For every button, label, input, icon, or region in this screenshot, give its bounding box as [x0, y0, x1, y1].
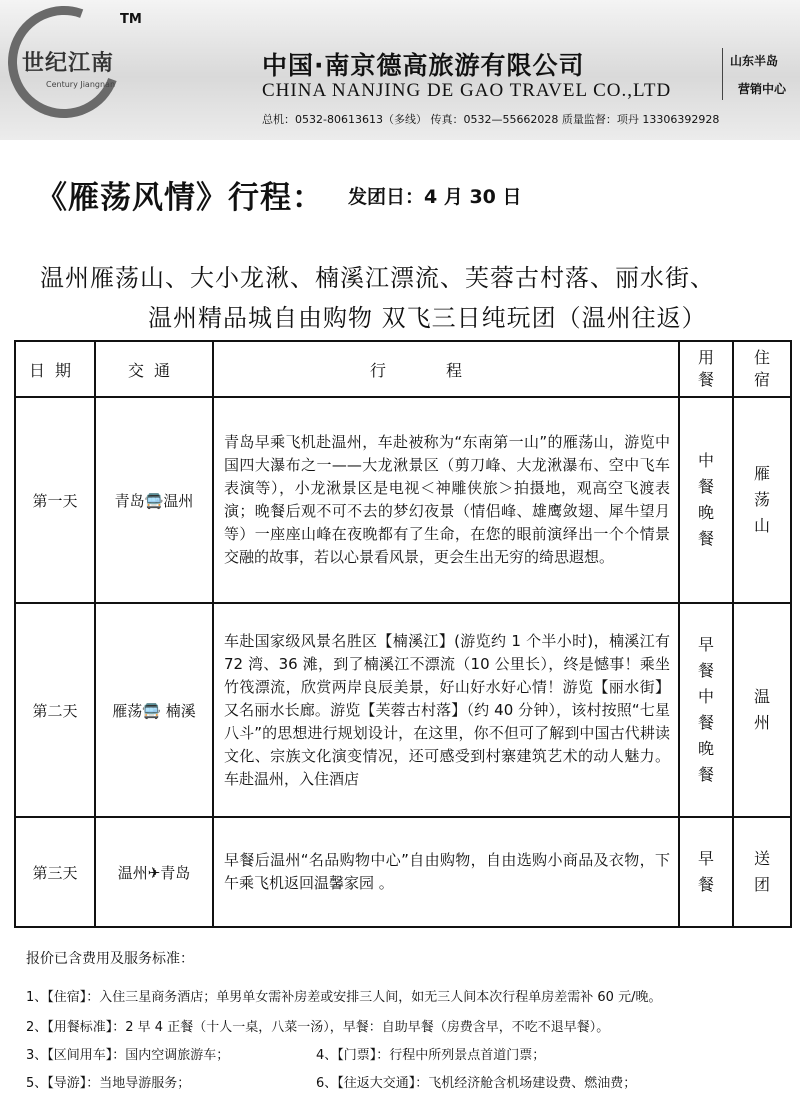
day-cell: 第一天: [15, 397, 95, 603]
term-item: 4、【门票】：行程中所列景点首道门票；: [316, 1048, 546, 1063]
trip-subtitle-line-2: 温州精品城自由购物 双飞三日纯玩团（温州往返）: [148, 304, 707, 332]
header-stay-text: 住宿: [753, 348, 770, 389]
stay-cell: [733, 817, 791, 927]
company-logo: [8, 6, 126, 124]
itinerary-table: [14, 340, 792, 928]
transport-cell: 雁荡🚍 楠溪: [95, 603, 213, 817]
terms-title: 报价已含费用及服务标准：: [26, 951, 194, 967]
stay-text: 雁荡山: [753, 464, 770, 535]
term-item: 5、【导游】：当地导游服务；: [26, 1076, 191, 1091]
stay-cell: [733, 603, 791, 817]
route-cell: 青岛早乘飞机赴温州，车赴被称为“东南第一山”的雁荡山，游览中国四大瀑布之一——大龙湫景区（剪刀峰、大龙湫瀑布、空中飞车表演等），小龙湫景区是电视＜神雕侠旅＞拍摄地，观高空飞渡表演；晚餐后观不可不去的梦幻夜景（情侣峰、雄鹰敛翅、犀牛望月等）一座座山峰在夜晚都有了生命，在您的眼前演绎出一个个情景交融的故事，若以心景看风景，更会生出无穷的绮思遐想。: [213, 397, 679, 603]
trademark-mark: TM: [120, 12, 142, 27]
transport-cell: 青岛🚍温州: [95, 397, 213, 603]
meal-text: 早餐中餐晚餐: [697, 635, 714, 784]
route-cell: 早餐后温州“名品购物中心”自由购物，自由选购小商品及衣物，下午乘飞机返回温馨家园 。: [213, 817, 679, 927]
day-cell: 第二天: [15, 603, 95, 817]
company-name-en: CHINA NANJING DE GAO TRAVEL CO.,LTD: [262, 80, 672, 101]
stay-text: 温州: [753, 687, 770, 732]
meal-cell: [679, 397, 733, 603]
logo-text: 世纪江南: [22, 50, 115, 76]
meal-text: 中餐晚餐: [697, 451, 714, 548]
term-item: 6、【往返大交通】：飞机经济舱含机场建设费、燃油费；: [316, 1076, 637, 1091]
header-divider: [722, 48, 723, 100]
table-header-row: [15, 341, 791, 397]
meal-cell: [679, 817, 733, 927]
header-meal: [679, 341, 733, 397]
departure-date: 发团日：4 月 30 日: [348, 186, 522, 208]
trip-subtitle-line-1: 温州雁荡山、大小龙湫、楠溪江漂流、芙蓉古村落、丽水街、: [40, 264, 715, 292]
route-cell: 车赴国家级风景名胜区【楠溪江】(游览约 1 个半小时)，楠溪江有 72 湾、36 滩，到了楠溪江不漂流（10 公里长），终是憾事！乘坐竹筏漂流，欣赏两岸良辰美景，好山好水好心情！游览【丽水街】又名丽水长廊。游览【芙蓉古村落】（约 40 分钟），该村按照“七星八斗”的思想进行规划设计，在这里，你不但可了解到中国古代耕读文化、宗族文化演变情况，还可感受到村寨建筑艺术的动人魅力。车赴温州，入住酒店: [213, 603, 679, 817]
region-label: 山东半岛: [730, 54, 779, 68]
header-route: 行程: [213, 341, 679, 397]
header-stay: [733, 341, 791, 397]
stay-text: 送团: [753, 849, 770, 894]
trip-title: 《雁荡风情》行程：: [36, 180, 324, 216]
letterhead: [0, 0, 800, 140]
meal-cell: [679, 603, 733, 817]
company-name-cn: 中国·南京德高旅游有限公司: [262, 51, 585, 80]
department-label: 营销中心: [738, 82, 787, 96]
term-item: 2、【用餐标准】：2 早 4 正餐（十人一桌，八菜一汤），早餐：自助早餐（房费含早，不吃不退早餐）。: [26, 1020, 610, 1035]
header-meal-text: 用餐: [697, 348, 714, 389]
term-item: 1、【住宿】：入住三星商务酒店；单男单女需补房差或安排三人间，如无三人间本次行程单房差需补 60 元/晚。: [26, 990, 662, 1005]
term-item: 3、【区间用车】：国内空调旅游车；: [26, 1048, 230, 1063]
header-transport: 交通: [95, 341, 213, 397]
table-row: [15, 603, 791, 817]
transport-cell: 温州✈青岛: [95, 817, 213, 927]
table-row: [15, 397, 791, 603]
day-cell: 第三天: [15, 817, 95, 927]
stay-cell: [733, 397, 791, 603]
header-date: 日期: [15, 341, 95, 397]
table-row: [15, 817, 791, 927]
logo-subtext: Century Jiangnan: [46, 80, 116, 89]
meal-text: 早餐: [697, 849, 714, 894]
contact-line: 总机：0532-80613613（多线） 传真：0532—55662028 质量监督：项丹 13306392928: [262, 113, 720, 126]
